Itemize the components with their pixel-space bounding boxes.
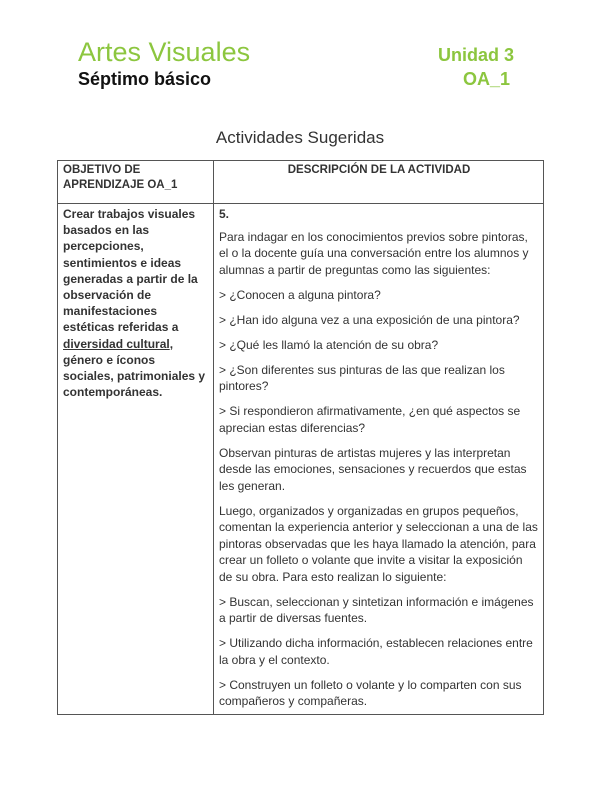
activity-question: > ¿Son diferentes sus pinturas de las que realizan los pintores? (219, 362, 505, 393)
page-header (78, 36, 518, 90)
table-header-row (58, 161, 544, 204)
table-row (58, 204, 544, 715)
activity-paragraph: Observan pinturas de artistas mujeres y las interpretan desde las emociones, sensaciones y recuerdos que estas les generan. (219, 445, 527, 493)
objective-underlined-text: diversidad cultural (63, 336, 170, 351)
activity-step: > Utilizando dicha información, establecen relaciones entre la obra y el contexto. (219, 636, 533, 667)
activity-question: > ¿Qué les llamó la atención de su obra? (219, 337, 439, 352)
objective-cell (58, 204, 214, 715)
objective-text-start: Crear trabajos visuales basados en las percepciones, sentimientos e ideas generadas a partir de la observación de manifestaciones estéticas referidas a (63, 207, 198, 335)
section-title: Actividades Sugeridas (215, 128, 385, 147)
activity-question: > Si respondieron afirmativamente, ¿en qué aspectos se aprecian estas diferencias? (219, 404, 521, 435)
activity-table (57, 160, 544, 715)
activity-question: > ¿Conocen a alguna pintora? (219, 287, 381, 302)
activity-step: > Construyen un folleto o volante y lo comparten con sus compañeros y compañeras. (219, 677, 522, 708)
header-top-row (78, 36, 518, 68)
unit-label: Unidad 3 (437, 45, 514, 65)
description-cell (214, 204, 544, 715)
objective-text-end: , género e íconos sociales, patrimoniales y contemporáneas. (63, 336, 206, 400)
activity-question: > ¿Han ido alguna vez a una exposición de una pintora? (219, 312, 520, 327)
activity-paragraph: Luego, organizados y organizadas en grupos pequeños, comentan la experiencia anterior y seleccionan a una de las pintoras observadas que les haya llamado la atención, para crear un folleto o volante que invite a visitar la exposición de su obra. Para esto realizan lo siguiente: (219, 503, 538, 584)
subject-title: Artes Visuales (78, 37, 251, 67)
oa-label: OA_1 (462, 69, 510, 89)
header-bottom-row (78, 68, 518, 90)
activity-paragraph: Para indagar en los conocimientos previos sobre pintoras, el o la docente guía una conversación entre los alumnos y alumnas a partir de preguntas como las siguientes: (219, 229, 529, 277)
objective-column-header: OBJETIVO DE APRENDIZAJE OA_1 (58, 161, 214, 204)
activity-number: 5. (219, 207, 230, 221)
activity-step: > Buscan, seleccionan y sintetizan información e imágenes a partir de diversas fuentes. (219, 594, 534, 625)
description-column-header: DESCRIPCIÓN DE LA ACTIVIDAD (214, 161, 544, 204)
grade-label: Séptimo básico (78, 69, 212, 89)
